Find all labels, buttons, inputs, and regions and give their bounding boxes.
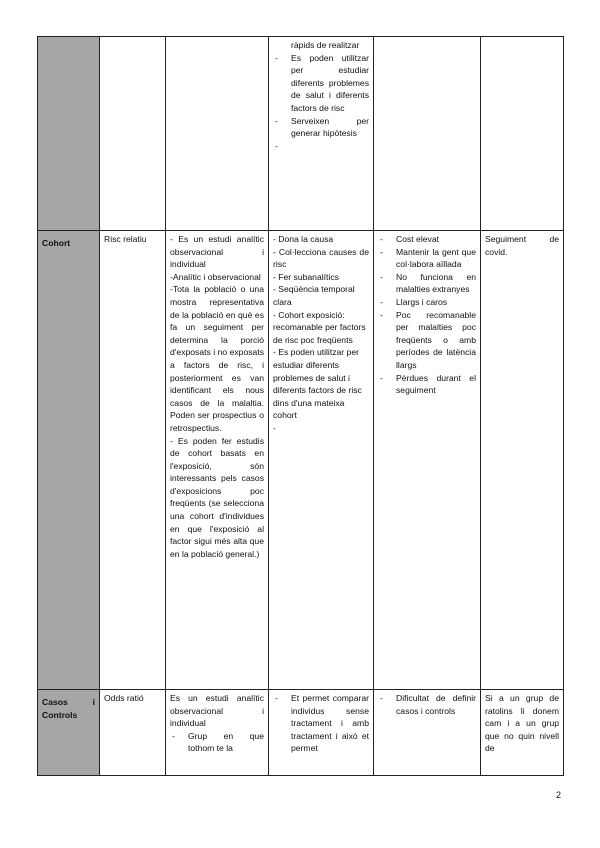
example-text: Seguiment de covid.: [485, 234, 559, 257]
list-item: - Serveixen per generar hipòtesis: [273, 115, 369, 140]
advantage-line: - Seqüència temporal clara: [273, 284, 355, 307]
advantages-cell: [269, 690, 374, 776]
row-header-casos-controls: [38, 690, 100, 776]
list-item: - Poc recomanable per malalties poc freqüents o amb períodes de latència llargs: [378, 309, 476, 372]
list-item: - Grup en que tothom te la: [170, 730, 264, 755]
advantage-line: -: [273, 422, 276, 433]
table-row-cohort: [38, 231, 564, 690]
study-designs-table: [37, 36, 564, 776]
advantages-cell: [269, 231, 374, 690]
list-item: - Mantenir la gent que col·labora aïllada: [378, 246, 476, 271]
advantages-continuation: ràpids de realitzar: [291, 40, 360, 50]
advantages-list: [273, 692, 369, 755]
description-intro: Es un estudi analític observacional i individual: [170, 693, 264, 729]
description-cell: [166, 690, 269, 776]
description-line: -Tota la població o una mostra representativa de la població en què es fa un seguiment per determina la porció d'exposats i no exposats a factors de risc, i posteriorment es van identificant els nous casos de la malaltia. Poden ser prospectius o retrospectius.: [170, 284, 264, 433]
advantages-cell: [269, 37, 374, 231]
list-item: - Pèrdues durant el seguiment: [378, 372, 476, 397]
example-cell: [481, 231, 564, 690]
disadvantages-cell: [374, 231, 481, 690]
advantages-list: [273, 52, 369, 153]
list-item: - Llargs i caros: [378, 296, 476, 309]
list-item: - Cost elevat: [378, 233, 476, 246]
description-cell: [166, 231, 269, 690]
description-list: [170, 730, 264, 755]
list-item: - No funciona en malalties extranyes: [378, 271, 476, 296]
example-cell-empty: [481, 37, 564, 231]
description-cell-empty: [166, 37, 269, 231]
disadvantages-list: [378, 233, 476, 397]
measure-label: Risc relatiu: [104, 234, 147, 244]
list-item: - Es poden utilitzar per estudiar diferents problemes de salut i diferents factors de risc: [273, 52, 369, 115]
list-item: [273, 140, 369, 153]
advantage-line: - Col·lecciona causes de risc: [273, 246, 369, 270]
disadvantages-cell: [374, 690, 481, 776]
measure-cell: [100, 690, 166, 776]
row-header-empty: [38, 37, 100, 231]
table-row-continuation: [38, 37, 564, 231]
description-line: -Analític i observacional: [170, 271, 261, 282]
measure-label: Odds ratió: [104, 693, 144, 703]
advantage-line: - Dona la causa: [273, 234, 334, 244]
example-cell: [481, 690, 564, 776]
advantage-line: - Es poden utilitzar per estudiar diferents problemes de salut i diferents factors de risc dins d'una mateixa cohort: [273, 347, 362, 421]
disadvantages-list: [378, 692, 476, 717]
measure-cell: [100, 231, 166, 690]
description-line: - Es poden fer estudis de cohort basats en l'exposició, són interessants pels casos d'exposicions poc freqüents (se selecciona una cohort d'individues en que l'exposició al factor sigui més alta que en la població general.): [170, 435, 264, 559]
study-type-label: Cohort: [42, 238, 71, 248]
advantage-line: - Cohort exposició: recomanable per factors de risc poc freqüents: [273, 309, 366, 345]
description-line: - Es un estudi analític observacional i individual: [170, 234, 264, 270]
example-text: Si a un grup de ratolins li donem cam i a un grup que no quin nivell de: [485, 693, 559, 754]
row-header-cohort: [38, 231, 100, 690]
study-type-label: Casos i Controls: [42, 697, 95, 720]
advantage-line: - Fer subanalítics: [273, 271, 339, 282]
list-item: - Dificultat de definir casos i controls: [378, 692, 476, 717]
list-item: - Et permet comparar individus sense tractament i amb tractament i això et permet: [273, 692, 369, 755]
page-number: 2: [556, 790, 562, 800]
disadvantages-cell-empty: [374, 37, 481, 231]
table-row-casos-controls: [38, 690, 564, 776]
measure-cell-empty: [100, 37, 166, 231]
